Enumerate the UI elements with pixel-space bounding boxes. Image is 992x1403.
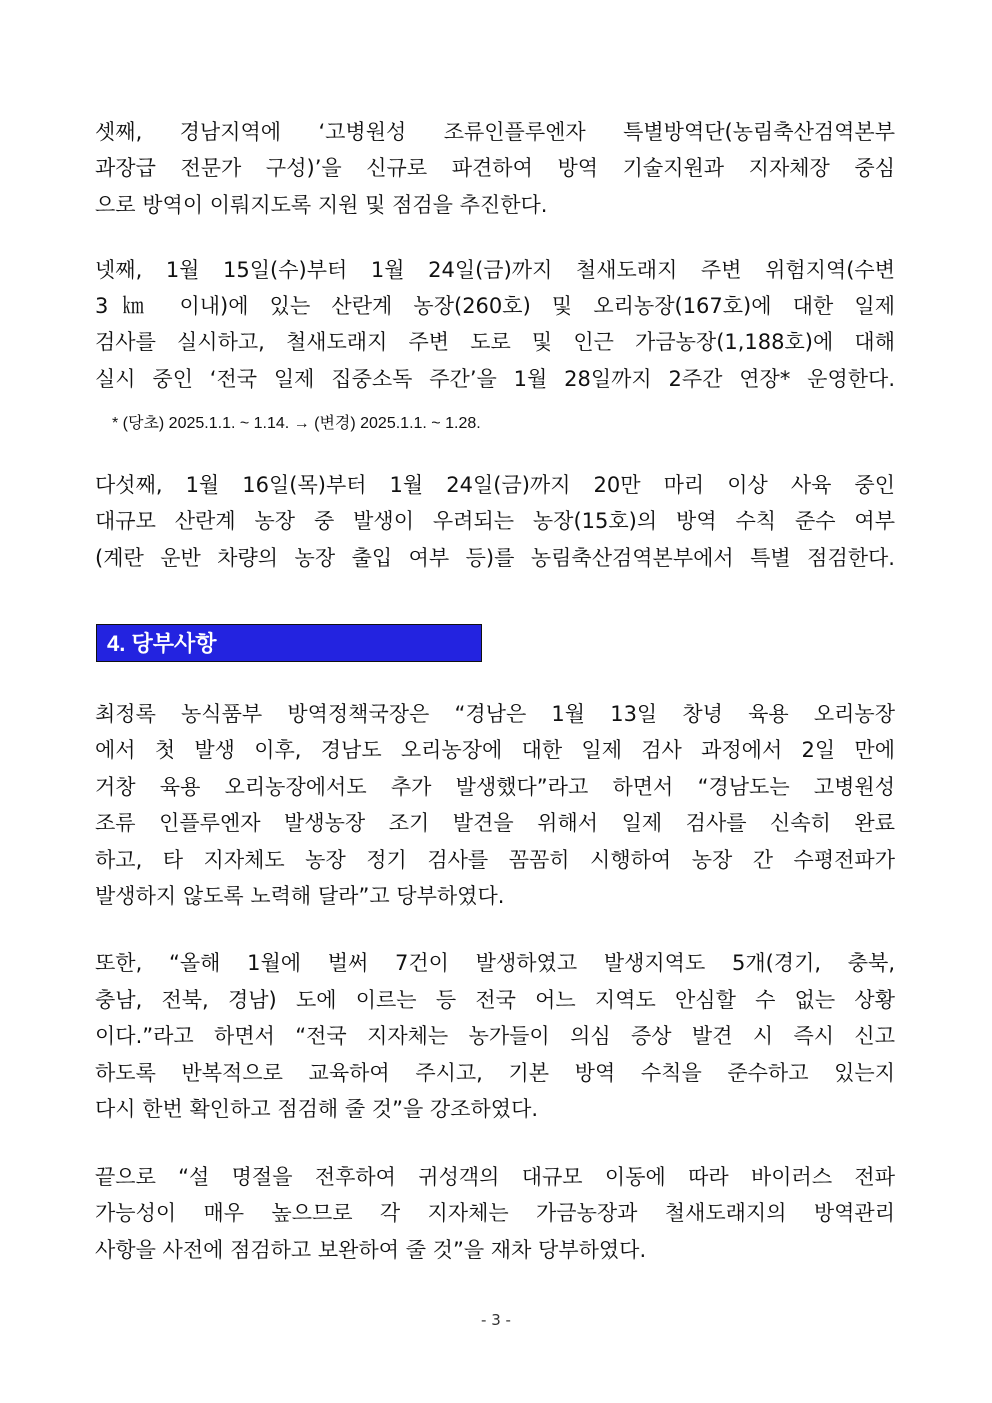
text-line: 발생하지 않도록 노력해 달라”고 당부하였다. (95, 884, 505, 908)
text-line: 넷째, 1월 15일(수)부터 1월 24일(금)까지 철새도래지 주변 위험지역(수변 (95, 258, 895, 282)
text-line: 다시 한번 확인하고 점검해 줄 것”을 강조하였다. (95, 1097, 539, 1121)
section-title: 4. 당부사항 (107, 631, 217, 656)
section-header-box (96, 624, 482, 662)
text-line: 다섯째, 1월 16일(목)부터 1월 24일(금)까지 20만 마리 이상 사육 중인 (95, 473, 895, 497)
text-line: (계란 운반 차량의 농장 출입 여부 등)를 농림축산검역본부에서 특별 점검한다. (95, 546, 895, 570)
text-line: 실시 중인 ‘전국 일제 집중소독 주간’을 1월 28일까지 2주간 연장* 운영한다. (95, 367, 895, 391)
text-line: 거창 육용 오리농장에서도 추가 발생했다”라고 하면서 “경남도는 고병원성 (95, 775, 895, 799)
text-line: 3㎞ 이내)에 있는 산란계 농장(260호) 및 오리농장(167호)에 대한 일제 (95, 294, 895, 318)
footnote: * (당초) 2025.1.1. ~ 1.14. → (변경) 2025.1.1. ~ 1.28. (112, 415, 481, 432)
text-line: 대규모 산란계 농장 중 발생이 우려되는 농장(15호)의 방역 수칙 준수 여부 (95, 509, 895, 533)
text-line: 최정록 농식품부 방역정책국장은 “경남은 1월 13일 창녕 육용 오리농장 (95, 702, 895, 726)
text-line: 으로 방역이 이뤄지도록 지원 및 점검을 추진한다. (95, 193, 548, 217)
text-line: 과장급 전문가 구성)’을 신규로 파견하여 방역 기술지원과 지자체장 중심 (95, 156, 895, 180)
text-line: 끝으로 “설 명절을 전후하여 귀성객의 대규모 이동에 따라 바이러스 전파 (95, 1165, 895, 1189)
text-line: 에서 첫 발생 이후, 경남도 오리농장에 대한 일제 검사 과정에서 2일 만에 (95, 738, 895, 762)
text-line: 하고, 타 지자체도 농장 정기 검사를 꼼꼼히 시행하여 농장 간 수평전파가 (95, 848, 895, 872)
text-line: 하도록 반복적으로 교육하여 주시고, 기본 방역 수칙을 준수하고 있는지 (95, 1061, 895, 1085)
text-line: 충남, 전북, 경남) 도에 이르는 등 전국 어느 지역도 안심할 수 없는 상황 (95, 988, 895, 1012)
text-line: 검사를 실시하고, 철새도래지 주변 도로 및 인근 가금농장(1,188호)에 대해 (95, 330, 895, 354)
text-line: 사항을 사전에 점검하고 보완하여 줄 것”을 재차 당부하였다. (95, 1238, 647, 1262)
text-line: 조류 인플루엔자 발생농장 조기 발견을 위해서 일제 검사를 신속히 완료 (95, 811, 895, 835)
page-number: - 3 - (481, 1311, 511, 1329)
text-line: 또한, “올해 1월에 벌써 7건이 발생하였고 발생지역도 5개(경기, 충북, (95, 951, 895, 975)
text-line: 이다.”라고 하면서 “전국 지자체는 농가들이 의심 증상 발견 시 즉시 신고 (95, 1024, 895, 1048)
text-line: 가능성이 매우 높으므로 각 지자체는 가금농장과 철새도래지의 방역관리 (95, 1201, 895, 1225)
text-line: 셋째, 경남지역에 ‘고병원성 조류인플루엔자 특별방역단(농림축산검역본부 (95, 120, 895, 144)
